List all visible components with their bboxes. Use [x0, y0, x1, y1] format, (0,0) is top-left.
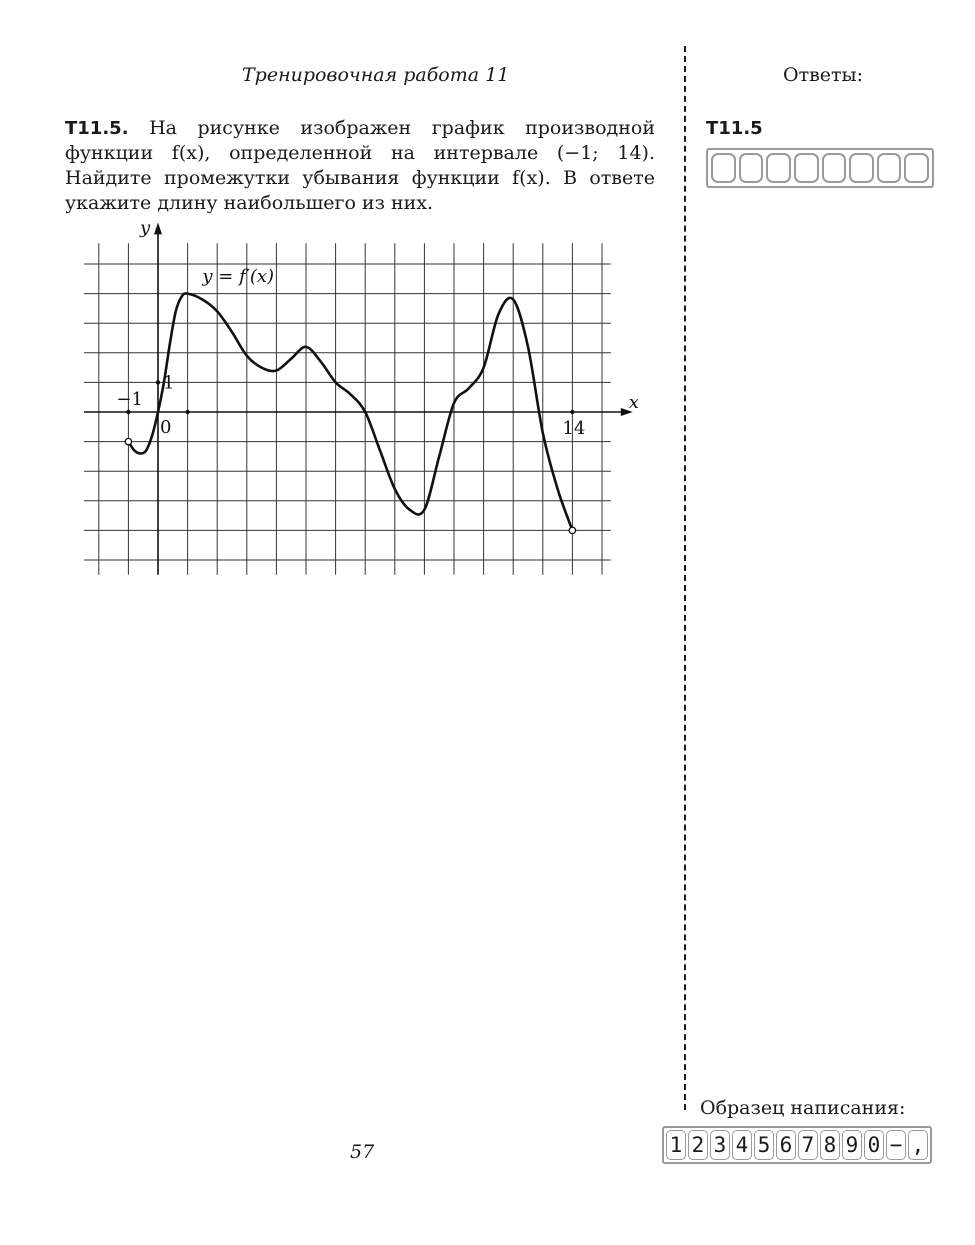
curve-endpoint [569, 527, 575, 533]
answer-cell[interactable] [904, 153, 929, 183]
page-header-title: Тренировочная работа 11 [242, 64, 510, 86]
y-tick-dot [156, 380, 160, 384]
answers-column-title: Ответы: [783, 64, 864, 86]
x-tick-dot [185, 410, 189, 414]
graph-labels [116, 217, 639, 439]
sample-char-cell: , [908, 1130, 928, 1160]
problem-statement [65, 116, 655, 216]
answer-input-boxes[interactable] [706, 148, 934, 188]
sample-char-cell: 9 [842, 1130, 862, 1160]
curve-layer [125, 293, 575, 533]
curve-label: y = f′(x) [202, 265, 275, 287]
tick-label: −1 [116, 389, 143, 410]
answer-cell[interactable] [849, 153, 874, 183]
problem-id: Т11.5. [65, 118, 129, 139]
x-tick-dot [570, 410, 574, 414]
sample-char-cell: 2 [688, 1130, 708, 1160]
sample-char-cell: 1 [666, 1130, 686, 1160]
sample-char-cell: 8 [820, 1130, 840, 1160]
cut-line-divider [684, 46, 686, 1110]
sample-writing-boxes [662, 1126, 932, 1164]
grid [84, 243, 611, 575]
sample-char-cell: 0 [864, 1130, 884, 1160]
answer-cell[interactable] [794, 153, 819, 183]
tick-label: 1 [163, 372, 175, 394]
answer-cell[interactable] [877, 153, 902, 183]
tick-label: 14 [562, 418, 586, 439]
derivative-graph [70, 217, 639, 580]
sample-char-cell: − [886, 1130, 906, 1160]
x-axis-label: x [628, 392, 639, 413]
y-axis-label: y [140, 217, 151, 239]
page-number: 57 [350, 1141, 375, 1163]
problem-text: На рисунке изображен график производной функции f(x), определенной на интервале (−1; 14). Найдите промежутки убывания функции f(x). В ответе укажите длину наибольшего из них. [65, 117, 655, 214]
answer-label: Т11.5 [706, 118, 763, 139]
sample-char-cell: 3 [710, 1130, 730, 1160]
answer-cell[interactable] [711, 153, 736, 183]
curve-endpoint [125, 438, 131, 444]
tick-label: 0 [160, 417, 172, 438]
answer-cell[interactable] [739, 153, 764, 183]
y-axis-arrow [154, 222, 162, 234]
sample-char-cell: 7 [798, 1130, 818, 1160]
sample-label: Образец написания: [700, 1097, 906, 1119]
answer-cell[interactable] [766, 153, 791, 183]
sample-char-cell: 6 [776, 1130, 796, 1160]
sample-char-cell: 5 [754, 1130, 774, 1160]
sample-char-cell: 4 [732, 1130, 752, 1160]
axes [84, 222, 633, 574]
x-tick-dot [126, 410, 130, 414]
answer-cell[interactable] [822, 153, 847, 183]
